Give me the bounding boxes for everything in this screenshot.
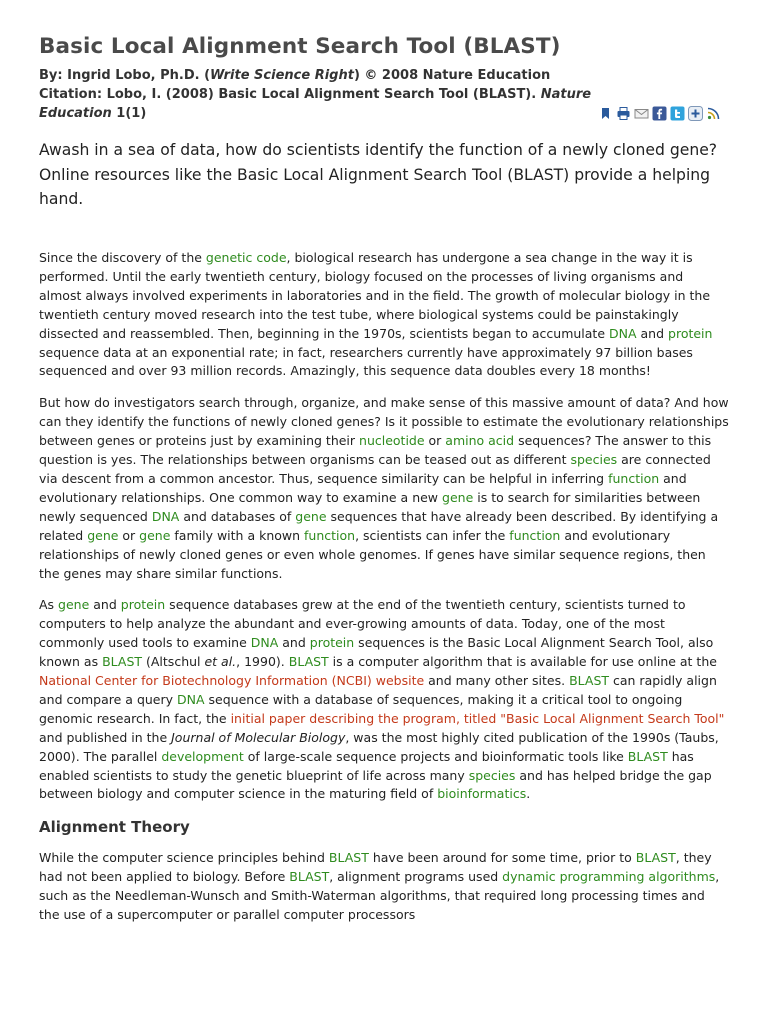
inline-link[interactable]: DNA xyxy=(177,691,205,707)
text-run: is a computer algorithm that is available for use online at the xyxy=(328,654,717,670)
text-run: , 1990). xyxy=(236,654,289,670)
citation-prefix: Citation: Lobo, I. (2008) Basic Local Alignment Search Tool (BLAST). xyxy=(39,87,541,102)
text-run: As xyxy=(39,597,59,613)
text-run: , such as the Needleman-Wunsch and Smith-Waterman algorithms, that required long processing times and the use of a supercomputer or parallel computer processors xyxy=(39,869,720,923)
inline-link[interactable]: amino acid xyxy=(445,433,515,449)
text-run: and has helped bridge the gap between biology and computer science in the maturing field of xyxy=(39,767,712,802)
text-run: and xyxy=(89,597,121,613)
inline-link[interactable]: BLAST xyxy=(635,850,676,866)
inline-link[interactable]: BLAST xyxy=(289,869,330,885)
text-run: , alignment programs used xyxy=(329,869,503,885)
body-paragraph xyxy=(39,849,729,925)
text-run: While the computer science principles behind xyxy=(39,850,329,866)
text-run: sequences? The answer to this question is yes. The relationships between organisms can be teased out as different xyxy=(39,433,712,468)
text-run: sequences that have already been described. By identifying a related xyxy=(39,508,719,543)
text-run: sequence databases grew at the end of the twentieth century, scientists turned to computers to help analyze the abundant and ever-growing amounts of data. Today, one of the most commonly used tools to examine xyxy=(39,597,686,651)
text-run: and evolutionary relationships. One common way to examine a new xyxy=(39,470,687,505)
text-run: and published in the xyxy=(39,729,172,745)
byline-prefix: By: Ingrid Lobo, Ph.D. ( xyxy=(39,68,211,83)
text-run: sequence data at an exponential rate; in fact, researchers currently have approximately 97 billion bases sequenced and over 93 million records. Amazingly, this sequence data doubles every 18 months! xyxy=(39,344,693,379)
body-paragraph xyxy=(39,249,729,381)
text-run: , scientists can infer the xyxy=(355,527,510,543)
inline-link[interactable]: development xyxy=(161,748,244,764)
text-run: and many other sites. xyxy=(424,673,570,689)
text-run: sequences is the Basic Local Alignment Search Tool, also known as xyxy=(39,635,714,670)
bookmark-icon[interactable] xyxy=(598,106,613,121)
citation xyxy=(39,85,599,123)
inline-link[interactable]: species xyxy=(468,767,516,783)
text-run: or xyxy=(424,433,446,449)
article-lead: Awash in a sea of data, how do scientists identify the function of a newly cloned gene? Online resources like the Basic Local Alignment Search Tool (BLAST) provide a helping hand. xyxy=(39,141,718,208)
text-run: is to search for similarities between newly sequenced xyxy=(39,489,701,524)
body-paragraph xyxy=(39,596,729,804)
text-run: , biological research has undergone a sea change in the way it is performed. Until the early twentieth century, biology focused on the processes of living organisms and almost always involved experiments in laboratories and in the field. The growth of molecular biology in the twentieth century moved research into the test tube, where biological systems could be painstakingly dissected and reassembled. Then, beginning in the 1970s, scientists began to accumulate xyxy=(39,250,711,341)
text-run: can rapidly align and compare a query xyxy=(39,673,717,707)
text-run: But how do investigators search through, organize, and make sense of this massive amount of data? And how can they identify the functions of newly cloned genes? Is it possible to estimate the evolutionary relationships between genes or proteins just by examining their xyxy=(39,395,729,449)
inline-link[interactable]: gene xyxy=(295,508,327,524)
facebook-icon[interactable] xyxy=(652,106,667,121)
text-run: have been around for some time, prior to xyxy=(368,850,636,866)
inline-link[interactable]: National Center for Biotechnology Information (NCBI) website xyxy=(39,673,425,689)
text-run: family with a known xyxy=(170,527,305,543)
text-run: has enabled scientists to study the genetic blueprint of life across many xyxy=(39,748,694,783)
inline-link[interactable]: DNA xyxy=(151,508,180,524)
plus-icon[interactable] xyxy=(688,106,703,121)
inline-link[interactable]: function xyxy=(304,527,356,543)
inline-link[interactable]: species xyxy=(570,452,618,468)
inline-link[interactable]: BLAST xyxy=(328,850,369,866)
inline-link[interactable]: protein xyxy=(668,325,713,341)
text-run: Since the discovery of the xyxy=(39,250,206,265)
text-run: , was the most highly cited publication of the 1990s (Taubs, 2000). The parallel xyxy=(39,729,719,764)
inline-link[interactable]: initial paper describing the program, titled "Basic Local Alignment Search Tool" xyxy=(230,710,725,726)
text-run: and xyxy=(636,325,669,341)
body-paragraph xyxy=(39,394,729,583)
citation-volume: 1(1) xyxy=(111,106,147,121)
inline-link[interactable]: BLAST xyxy=(627,748,668,764)
email-icon[interactable] xyxy=(634,106,649,121)
text-run: and xyxy=(278,635,310,651)
text-run: and databases of xyxy=(179,508,296,524)
inline-link[interactable]: function xyxy=(608,470,660,486)
inline-link[interactable]: DNA xyxy=(609,325,637,341)
share-toolbar xyxy=(598,105,721,122)
print-icon[interactable] xyxy=(616,106,631,121)
text-run: (Altschul xyxy=(142,654,205,670)
italic-text: et al. xyxy=(204,654,237,670)
inline-link[interactable]: nucleotide xyxy=(359,433,425,449)
inline-link[interactable]: genetic code xyxy=(205,250,287,265)
inline-link[interactable]: protein xyxy=(309,635,355,651)
text-run: . xyxy=(526,786,531,802)
inline-link[interactable]: gene xyxy=(442,489,474,505)
inline-link[interactable]: BLAST xyxy=(102,654,143,670)
inline-link[interactable]: BLAST xyxy=(569,673,610,689)
text-run: and evolutionary relationships of newly cloned genes or even whole genomes. If genes have similar sequence regions, then the genes may share similar functions. xyxy=(39,527,706,581)
article-body xyxy=(39,249,729,938)
inline-link[interactable]: gene xyxy=(58,597,90,613)
article-title: Basic Local Alignment Search Tool (BLAST) xyxy=(39,34,561,59)
twitter-icon[interactable] xyxy=(670,106,685,121)
section-heading: Alignment Theory xyxy=(39,818,190,837)
inline-link[interactable]: bioinformatics xyxy=(437,786,527,802)
text-run: , they had not been applied to biology. Before xyxy=(39,850,712,885)
text-run: or xyxy=(118,527,140,543)
inline-link[interactable]: gene xyxy=(87,527,119,543)
inline-link[interactable]: DNA xyxy=(250,635,279,651)
inline-link[interactable]: gene xyxy=(139,527,171,543)
article-meta xyxy=(39,66,599,123)
inline-link[interactable]: BLAST xyxy=(288,654,329,670)
citation-journal: Nature Education xyxy=(39,87,592,121)
byline-affiliation: Write Science Right xyxy=(210,68,354,83)
italic-text: Journal of Molecular Biology xyxy=(171,729,346,745)
inline-link[interactable]: function xyxy=(509,527,561,543)
inline-link[interactable]: protein xyxy=(120,597,166,613)
rss-icon[interactable] xyxy=(706,106,721,121)
text-run: of large-scale sequence projects and bioinformatic tools like xyxy=(243,748,628,764)
byline xyxy=(39,66,599,85)
byline-suffix: ) © 2008 Nature Education xyxy=(353,68,551,83)
text-run: sequence with a database of sequences, making it a critical tool to ongoing genomic research. In fact, the xyxy=(39,691,683,726)
inline-link[interactable]: dynamic programming algorithms xyxy=(502,869,716,885)
text-run: are connected via descent from a common ancestor. Thus, sequence similarity can be helpful in inferring xyxy=(39,452,711,486)
